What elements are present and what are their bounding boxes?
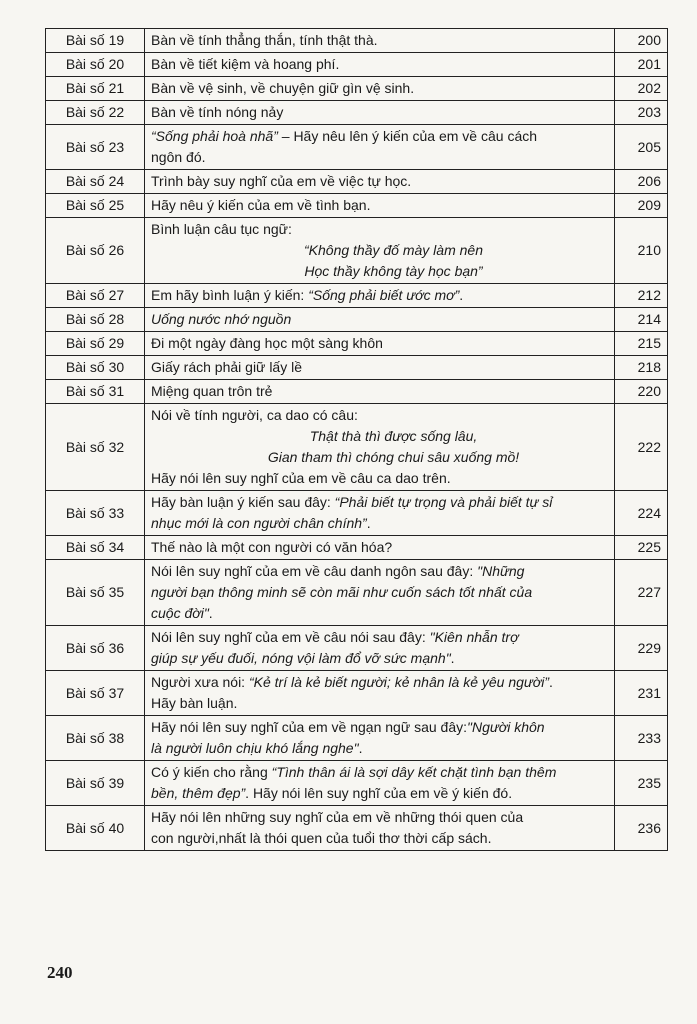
lesson-title: Bình luận câu tục ngữ: “Không thầy đố mày làm nên Học thầy không tày học bạn” xyxy=(145,218,615,284)
lesson-title: Đi một ngày đàng học một sàng khôn xyxy=(145,332,615,356)
toc-row xyxy=(46,626,668,671)
toc-row xyxy=(46,806,668,851)
table-of-contents xyxy=(45,28,668,851)
toc-row xyxy=(46,29,668,53)
lesson-page: 215 xyxy=(615,332,668,356)
lesson-page: 200 xyxy=(615,29,668,53)
toc-row xyxy=(46,671,668,716)
lesson-page: 229 xyxy=(615,626,668,671)
lesson-title: Nói về tính người, ca dao có câu: Thật thà thì được sống lâu, Gian tham thì chóng chui sâu xuống mồ! Hãy nói lên suy nghĩ của em về câu ca dao trên. xyxy=(145,404,615,491)
toc-row xyxy=(46,218,668,284)
toc-row xyxy=(46,491,668,536)
lesson-page: 233 xyxy=(615,716,668,761)
lesson-number: Bài số 32 xyxy=(46,404,145,491)
lesson-number: Bài số 37 xyxy=(46,671,145,716)
lesson-number: Bài số 20 xyxy=(46,53,145,77)
lesson-title: Thế nào là một con người có văn hóa? xyxy=(145,536,615,560)
lesson-page: 203 xyxy=(615,101,668,125)
lesson-number: Bài số 40 xyxy=(46,806,145,851)
lesson-title: Nói lên suy nghĩ của em về câu nói sau đây: "Kiên nhẫn trợ giúp sự yếu đuối, nóng vội làm đổ vỡ sức mạnh". xyxy=(145,626,615,671)
toc-row xyxy=(46,536,668,560)
toc-row xyxy=(46,332,668,356)
lesson-page: 212 xyxy=(615,284,668,308)
lesson-page: 210 xyxy=(615,218,668,284)
lesson-title: Hãy nói lên suy nghĩ của em về ngạn ngữ sau đây:"Người khôn là người luôn chịu khó lắng nghe". xyxy=(145,716,615,761)
lesson-page: 201 xyxy=(615,53,668,77)
toc-row xyxy=(46,380,668,404)
lesson-title: Có ý kiến cho rằng “Tình thân ái là sợi dây kết chặt tình bạn thêm bền, thêm đẹp”. Hãy nói lên suy nghĩ của em về ý kiến đó. xyxy=(145,761,615,806)
toc-row xyxy=(46,284,668,308)
lesson-title: Nói lên suy nghĩ của em về câu danh ngôn sau đây: "Những người bạn thông minh sẽ còn mãi như cuốn sách tốt nhất của cuộc đời". xyxy=(145,560,615,626)
lesson-title: Bàn về tiết kiệm và hoang phí. xyxy=(145,53,615,77)
lesson-number: Bài số 26 xyxy=(46,218,145,284)
page-number: 240 xyxy=(47,963,73,982)
lesson-page: 205 xyxy=(615,125,668,170)
lesson-page: 220 xyxy=(615,380,668,404)
lesson-number: Bài số 21 xyxy=(46,77,145,101)
lesson-page: 222 xyxy=(615,404,668,491)
lesson-page: 235 xyxy=(615,761,668,806)
toc-row xyxy=(46,170,668,194)
toc-row xyxy=(46,560,668,626)
lesson-page: 227 xyxy=(615,560,668,626)
lesson-page: 224 xyxy=(615,491,668,536)
lesson-title: Hãy nêu ý kiến của em về tình bạn. xyxy=(145,194,615,218)
toc-row xyxy=(46,194,668,218)
toc-row xyxy=(46,53,668,77)
lesson-title: Bàn về tính thẳng thắn, tính thật thà. xyxy=(145,29,615,53)
lesson-title: Hãy nói lên những suy nghĩ của em về những thói quen của con người,nhất là thói quen của tuổi thơ thời cấp sách. xyxy=(145,806,615,851)
lesson-number: Bài số 29 xyxy=(46,332,145,356)
lesson-number: Bài số 27 xyxy=(46,284,145,308)
lesson-title: Em hãy bình luận ý kiến: “Sống phải biết ước mơ”. xyxy=(145,284,615,308)
lesson-title: Hãy bàn luận ý kiến sau đây: “Phải biết tự trọng và phải biết tự sỉ nhục mới là con người chân chính”. xyxy=(145,491,615,536)
lesson-title: Bàn về vệ sinh, về chuyện giữ gìn vệ sinh. xyxy=(145,77,615,101)
lesson-title: Giấy rách phải giữ lấy lề xyxy=(145,356,615,380)
lesson-page: 209 xyxy=(615,194,668,218)
toc-row xyxy=(46,761,668,806)
lesson-title: Miệng quan trôn trẻ xyxy=(145,380,615,404)
lesson-number: Bài số 36 xyxy=(46,626,145,671)
lesson-page: 202 xyxy=(615,77,668,101)
toc-row xyxy=(46,404,668,491)
lesson-title: Bàn về tính nóng nảy xyxy=(145,101,615,125)
toc-row xyxy=(46,125,668,170)
toc-row xyxy=(46,308,668,332)
lesson-number: Bài số 33 xyxy=(46,491,145,536)
lesson-number: Bài số 28 xyxy=(46,308,145,332)
lesson-number: Bài số 35 xyxy=(46,560,145,626)
lesson-page: 231 xyxy=(615,671,668,716)
lesson-number: Bài số 24 xyxy=(46,170,145,194)
lesson-number: Bài số 22 xyxy=(46,101,145,125)
lesson-title: Uống nước nhớ nguồn xyxy=(145,308,615,332)
lesson-number: Bài số 19 xyxy=(46,29,145,53)
lesson-number: Bài số 31 xyxy=(46,380,145,404)
lesson-number: Bài số 23 xyxy=(46,125,145,170)
lesson-page: 218 xyxy=(615,356,668,380)
lesson-page: 214 xyxy=(615,308,668,332)
toc-row xyxy=(46,77,668,101)
lesson-title: Trình bày suy nghĩ của em về việc tự học. xyxy=(145,170,615,194)
lesson-number: Bài số 34 xyxy=(46,536,145,560)
lesson-page: 225 xyxy=(615,536,668,560)
lesson-page: 236 xyxy=(615,806,668,851)
lesson-title: Người xưa nói: “Kẻ trí là kẻ biết người; kẻ nhân là kẻ yêu người”. Hãy bàn luận. xyxy=(145,671,615,716)
lesson-number: Bài số 25 xyxy=(46,194,145,218)
lesson-page: 206 xyxy=(615,170,668,194)
lesson-title: “Sống phải hoà nhã” – Hãy nêu lên ý kiến của em về câu cách ngôn đó. xyxy=(145,125,615,170)
toc-row xyxy=(46,356,668,380)
lesson-number: Bài số 39 xyxy=(46,761,145,806)
lesson-number: Bài số 38 xyxy=(46,716,145,761)
toc-row xyxy=(46,716,668,761)
toc-row xyxy=(46,101,668,125)
lesson-number: Bài số 30 xyxy=(46,356,145,380)
